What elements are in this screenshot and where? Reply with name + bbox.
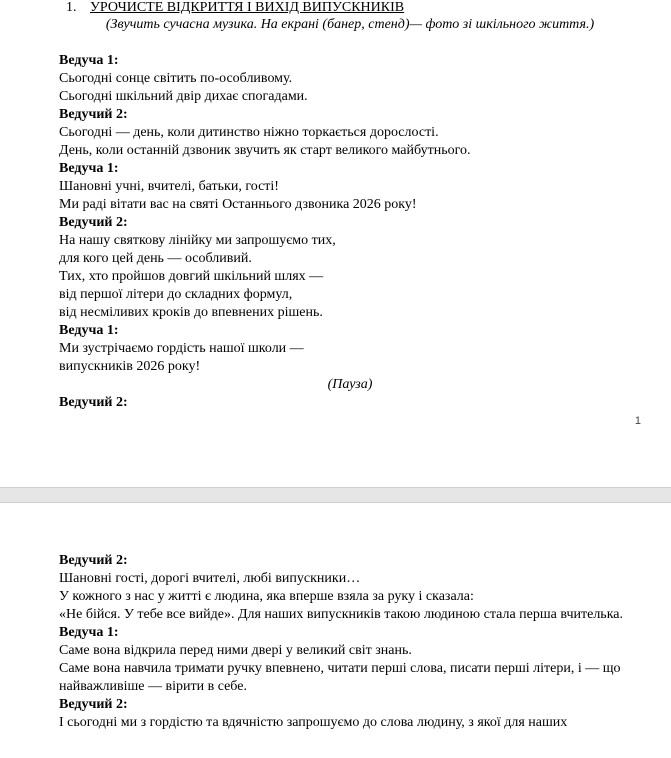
script-line: «Не бійся. У тебе все вийде». Для наших випускників такою людиною стала перша вчителька. <box>59 607 623 622</box>
section-title: УРОЧИСТЕ ВІДКРИТТЯ І ВИХІД ВИПУСКНИКІВ <box>90 0 405 15</box>
speaker-label: Ведуча 1: <box>59 625 119 640</box>
script-line: День, коли останній дзвоник звучить як старт великого майбутнього. <box>59 143 471 158</box>
stage-direction: (Звучить сучасна музика. На екрані (банер, стенд)— фото зі шкільного життя.) <box>105 17 595 32</box>
script-line: Сьогодні — день, коли дитинство ніжно торкається дорослості. <box>59 125 439 140</box>
script-line: для кого цей день — особливий. <box>59 251 252 266</box>
script-line: У кожного з нас у житті є людина, яка вперше взяла за руку і сказала: <box>59 589 474 604</box>
script-line: Тих, хто пройшов довгий шкільний шлях — <box>59 269 324 284</box>
script-line: від несміливих кроків до впевнених рішень. <box>59 305 323 320</box>
stage-direction-pause: (Пауза) <box>327 377 373 392</box>
script-line: Ми раді вітати вас на святі Останнього дзвоника 2026 року! <box>59 197 417 212</box>
speaker-label: Ведуча 1: <box>59 53 119 68</box>
page-1-body <box>59 52 649 412</box>
speaker-label: Ведучий 2: <box>59 697 128 712</box>
speaker-label: Ведуча 1: <box>59 323 119 338</box>
script-line: Саме вона навчила тримати ручку впевнено, читати перші слова, писати перші літери, і — що найважливіше — вірити в себе. <box>59 661 621 694</box>
script-line: На нашу святкову лінійку ми запрошуємо тих, <box>59 233 336 248</box>
speaker-label: Ведучий 2: <box>59 395 128 410</box>
script-line: випускників 2026 року! <box>59 359 201 374</box>
script-line: Сьогодні шкільний двір дихає спогадами. <box>59 89 308 104</box>
speaker-label: Ведучий 2: <box>59 215 128 230</box>
speaker-label: Ведучий 2: <box>59 553 128 568</box>
speaker-label: Ведучий 2: <box>59 107 128 122</box>
script-line: Шановні учні, вчителі, батьки, гості! <box>59 179 279 194</box>
script-line: Ми зустрічаємо гордість нашої школи — <box>59 341 304 356</box>
speaker-label: Ведуча 1: <box>59 161 119 176</box>
section-heading <box>66 0 404 16</box>
page-2-body <box>59 552 649 732</box>
script-line: Сьогодні сонце світить по-особливому. <box>59 71 293 86</box>
page-number: 1 <box>634 415 641 427</box>
script-line: І сьогодні ми з гордістю та вдячністю запрошуємо до слова людину, з якої для наших <box>59 715 568 730</box>
script-line: від першої літери до складних формул, <box>59 287 293 302</box>
script-line: Шановні гості, дорогі вчителі, любі випускники… <box>59 571 361 586</box>
script-line: Саме вона відкрила перед ними двері у великий світ знань. <box>59 643 412 658</box>
section-number: 1. <box>66 0 77 15</box>
page-separator <box>0 487 671 503</box>
